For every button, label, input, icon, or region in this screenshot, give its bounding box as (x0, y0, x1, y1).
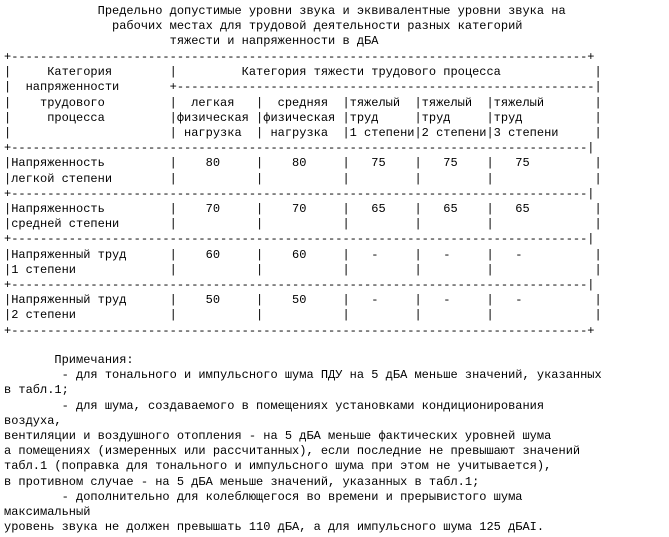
notes-section: Примечания: - для тонального и импульсного шума ПДУ на 5 дБА меньше значений, указанных в табл.1; - для шума, создаваемого в помещениях установками кондиционирования воздуха, вентиляции и воздушного отопления - на 5 дБА меньше фактических уровней шума а помещениях (измеренных или рассчитанных), если последние не превышают значений табл.1 (поправка для тонального и импульсного шума при этом не учитывается), в противном случае - на 5 дБА меньше значений, указанных в табл.1; - дополнительно для колеблющегося во времени и прерывистого шума максимальный уровень звука не должен превышать 110 дБА, а для импульсного шума 125 дБАI. (4, 353, 602, 535)
noise-levels-table: +--------------------------------------------------------------------------------+ | Категория | Категория тяжести трудового процесса | | напряженности +----------------------------------------------------------| | трудового | легкая | средняя |тяжелый |тяжелый |тяжелый | | процесса |физическая |физическая |труд |труд |труд | | | нагрузка | нагрузка |1 степени|2 степени|3 степени | +--------------------------------------------------------------------------------| |Напряженность | 80 | 80 | 75 | 75 | 75 | |легкой степени | | | | | | +--------------------------------------------------------------------------------| |Напряженность | 70 | 70 | 65 | 65 | 65 | |средней степени | | | | | | +--------------------------------------------------------------------------------| |Напряженный труд | 60 | 60 | - | - | - | |1 степени | | | | | | +--------------------------------------------------------------------------------| |Напряженный труд | 50 | 50 | - | - | - | |2 степени | | | | | | +--------------------------------------------------------------------------------+ (4, 50, 602, 338)
table-title: Предельно допустимые уровни звука и эквивалентные уровни звука на рабочих местах для трудовой деятельности разных категорий тяжести и напряженности в дБА (97, 4, 566, 49)
